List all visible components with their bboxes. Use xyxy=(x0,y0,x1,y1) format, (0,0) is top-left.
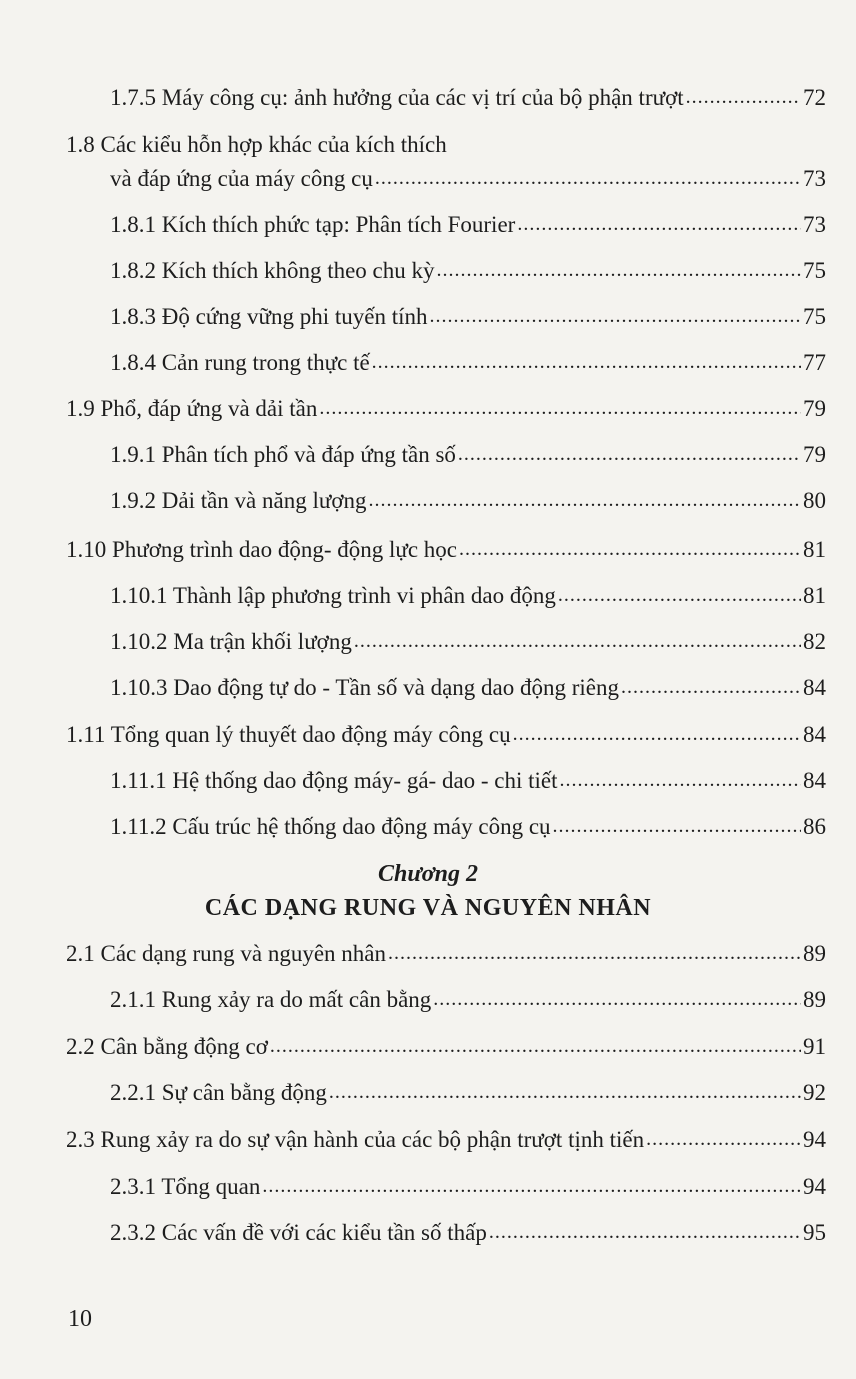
dot-leader xyxy=(558,580,801,609)
chapter-label: Chương 2 xyxy=(378,861,478,887)
toc-page-number: 75 xyxy=(803,304,826,329)
dot-leader xyxy=(354,626,801,655)
toc-entry-2-3 xyxy=(66,1126,826,1155)
toc-entry-title: 1.8.4 Cản rung trong thực tế xyxy=(110,350,370,375)
dot-leader xyxy=(686,82,801,111)
toc-entry-title: và đáp ứng của máy công cụ xyxy=(110,166,373,191)
toc-page-number: 73 xyxy=(803,166,826,191)
toc-page-number: 77 xyxy=(803,350,826,375)
toc-page-number: 79 xyxy=(803,396,826,421)
toc-entry-2-2-1 xyxy=(110,1079,826,1108)
toc-entry-1-7-5 xyxy=(110,84,826,113)
dot-leader xyxy=(513,719,801,748)
toc-page-number: 72 xyxy=(803,85,826,110)
toc-entry-1-8 xyxy=(110,165,826,194)
toc-entry-title: 1.11.1 Hệ thống dao động máy- gá- dao - chi tiết xyxy=(110,768,558,793)
toc-entry-title: 2.3 Rung xảy ra do sự vận hành của các bộ phận trượt tịnh tiến xyxy=(66,1127,645,1152)
dot-leader xyxy=(553,811,801,840)
toc-entry-1-10-1 xyxy=(110,582,826,611)
toc-page-number: 92 xyxy=(803,1080,826,1105)
toc-entry-2-2 xyxy=(66,1033,826,1062)
toc-page-number: 86 xyxy=(803,814,826,839)
toc-page-number: 95 xyxy=(803,1220,826,1245)
dot-leader xyxy=(270,1031,801,1060)
toc-page-number: 84 xyxy=(803,722,826,747)
toc-page-number: 89 xyxy=(803,987,826,1012)
dot-leader xyxy=(459,534,801,563)
toc-entry-1-11-2 xyxy=(110,813,826,842)
toc-entry-2-1 xyxy=(66,940,826,969)
toc-page-number: 91 xyxy=(803,1034,826,1059)
toc-entry-2-3-1 xyxy=(110,1173,826,1202)
toc-entry-1-8-1 xyxy=(110,211,826,240)
toc-entry-1-8-3 xyxy=(110,303,826,332)
toc-page-number: 81 xyxy=(803,537,826,562)
dot-leader xyxy=(560,765,801,794)
toc-entry-title: 2.2.1 Sự cân bằng động xyxy=(110,1080,327,1105)
toc-entry-title: 1.9 Phổ, đáp ứng và dải tần xyxy=(66,396,318,421)
dot-leader xyxy=(458,439,801,468)
toc-entry-title: 2.1 Các dạng rung và nguyên nhân xyxy=(66,941,387,966)
dot-leader xyxy=(262,1171,801,1200)
toc-page-number: 94 xyxy=(803,1127,826,1152)
toc-entry-title: 1.9.2 Dải tần và năng lượng xyxy=(110,488,367,513)
toc-entry-1-9-1 xyxy=(110,441,826,470)
dot-leader xyxy=(388,938,801,967)
toc-page-number: 84 xyxy=(803,675,826,700)
toc-entry-title: 1.10.3 Dao động tự do - Tần số và dạng dao động riêng xyxy=(110,675,620,700)
toc-page-number: 94 xyxy=(803,1174,826,1199)
toc-entry-1-10-2 xyxy=(110,628,826,657)
toc-page-number: 80 xyxy=(803,488,826,513)
toc-entry-title: 1.11 Tổng quan lý thuyết dao động máy công cụ xyxy=(66,722,511,747)
dot-leader xyxy=(329,1077,801,1106)
dot-leader xyxy=(489,1217,801,1246)
toc-entry-title: 1.8.1 Kích thích phức tạp: Phân tích Fourier xyxy=(110,212,516,237)
toc-entry-1-9-2 xyxy=(110,487,826,516)
toc-entry-title: 1.8.2 Kích thích không theo chu kỳ xyxy=(110,258,435,283)
toc-page-number: 89 xyxy=(803,941,826,966)
toc-entry-title: 2.2 Cân bằng động cơ xyxy=(66,1034,268,1059)
toc-page-number: 84 xyxy=(803,768,826,793)
toc-entry-title: 2.3.1 Tổng quan xyxy=(110,1174,261,1199)
toc-entry-title: 2.1.1 Rung xảy ra do mất cân bằng xyxy=(110,987,432,1012)
dot-leader xyxy=(430,301,801,330)
dot-leader xyxy=(433,984,801,1013)
toc-page-number: 73 xyxy=(803,212,826,237)
toc-entry-title: 2.3.2 Các vấn đề với các kiểu tần số thấp xyxy=(110,1220,487,1245)
toc-page-number: 82 xyxy=(803,629,826,654)
toc-entry-1-11-1 xyxy=(110,767,826,796)
dot-leader xyxy=(369,485,802,514)
toc-entry-title: 1.7.5 Máy công cụ: ảnh hưởng của các vị trí của bộ phận trượt xyxy=(110,85,684,110)
toc-entry-2-3-2 xyxy=(110,1219,826,1248)
dot-leader xyxy=(517,209,801,238)
dot-leader xyxy=(375,163,801,192)
dot-leader xyxy=(437,255,801,284)
dot-leader xyxy=(646,1124,801,1153)
toc-entry-title: 1.10 Phương trình dao động- động lực học xyxy=(66,537,457,562)
toc-page-number: 75 xyxy=(803,258,826,283)
toc-entry-title: 1.8.3 Độ cứng vững phi tuyến tính xyxy=(110,304,428,329)
toc-entry-1-10 xyxy=(66,536,826,565)
toc-entry-title: 1.10.2 Ma trận khối lượng xyxy=(110,629,352,654)
dot-leader xyxy=(621,672,801,701)
dot-leader xyxy=(319,393,801,422)
chapter-title: CÁC DẠNG RUNG VÀ NGUYÊN NHÂN xyxy=(204,895,652,921)
toc-entry-title: 1.9.1 Phân tích phổ và đáp ứng tần số xyxy=(110,442,456,467)
toc-entry-2-1-1 xyxy=(110,986,826,1015)
toc-entry-title: 1.11.2 Cấu trúc hệ thống dao động máy công cụ xyxy=(110,814,551,839)
toc-page-number: 79 xyxy=(803,442,826,467)
page-number: 10 xyxy=(68,1306,92,1332)
toc-entry-1-8-line1: 1.8 Các kiểu hỗn hợp khác của kích thích xyxy=(66,132,447,157)
toc-entry-title: 1.10.1 Thành lập phương trình vi phân dao động xyxy=(110,583,556,608)
toc-entry-1-9 xyxy=(66,395,826,424)
toc-entry-1-8-2 xyxy=(110,257,826,286)
toc-entry-1-11 xyxy=(66,721,826,750)
toc-entry-1-8-4 xyxy=(110,349,826,378)
toc-page-number: 81 xyxy=(803,583,826,608)
dot-leader xyxy=(372,347,801,376)
toc-entry-1-10-3 xyxy=(110,674,826,703)
